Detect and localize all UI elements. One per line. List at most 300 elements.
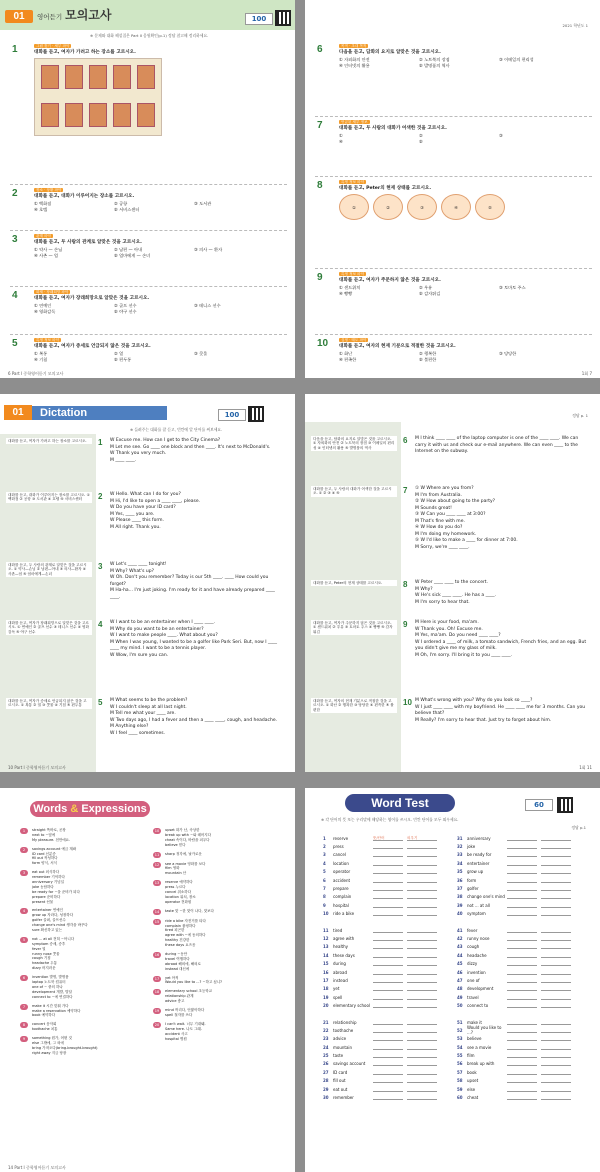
memorize-blank[interactable] [541, 1095, 571, 1100]
building-shape [41, 103, 59, 127]
page-7 [305, 0, 600, 378]
memorize-blank[interactable] [541, 986, 571, 991]
test-word: be ready for [467, 852, 492, 858]
picture-option[interactable]: ④ [441, 194, 471, 220]
answer-blank[interactable] [507, 970, 537, 975]
dialogue-line[interactable]: W I couldn't sleep at all last night. [110, 704, 187, 710]
word-test-row [323, 985, 453, 993]
memorize-blank[interactable] [541, 961, 571, 966]
item-number: 34 [457, 860, 463, 866]
answer-blank[interactable] [373, 886, 403, 891]
answer-choice[interactable]: ③ 콧물 [194, 351, 208, 357]
memorize-blank[interactable] [541, 1028, 571, 1033]
test-word: one of [467, 977, 480, 983]
answer-blank[interactable] [507, 903, 537, 908]
memorize-blank[interactable] [541, 836, 571, 841]
answer-blank[interactable] [373, 1061, 403, 1066]
answer-choice[interactable]: ② 우유 [419, 285, 433, 291]
item-number: 30 [323, 1095, 329, 1101]
memorize-blank[interactable] [407, 1070, 437, 1075]
item-number: 41 [457, 927, 463, 933]
answer-blank[interactable] [507, 894, 537, 899]
answer-blank[interactable] [507, 1020, 537, 1025]
dialogue-line[interactable]: W I just ____ ____ with my boyfriend. He ____ ____ me for 3 months. Can you believe that? [415, 704, 586, 717]
dialogue-line[interactable]: M Anything else? [110, 724, 149, 730]
dialogue-line[interactable]: M I'm from Australia. [415, 492, 462, 498]
item-number: 43 [457, 944, 463, 950]
answer-blank[interactable]: 뜻/단어 [373, 836, 403, 841]
dialogue-line[interactable]: M When I was young, I wanted to be a golfer like Park Seri. But, now I ____ ____ my mind. I want to be a tennis player. [110, 639, 277, 652]
dialogue-line[interactable]: W I want to make people ____. What about you? [110, 633, 218, 639]
answer-choice[interactable]: ② 골프 선수 [114, 303, 137, 309]
answer-blank[interactable] [373, 903, 403, 908]
answer-choice[interactable]: ④ 편족한 [339, 357, 357, 363]
qr-code-icon[interactable] [557, 797, 573, 813]
memorize-blank[interactable] [407, 986, 437, 991]
answer-choice[interactable]: ⑤ 발명품의 역사 [419, 63, 450, 69]
question-stem: 대화를 듣고, 대화가 이루어지는 장소를 고르시오. [34, 193, 135, 199]
word-group-15 [153, 919, 273, 948]
dialogue-line[interactable]: W I feel ____ sometimes. [110, 730, 166, 736]
memorize-blank[interactable] [407, 995, 437, 1000]
memorize-blank[interactable] [407, 1045, 437, 1050]
question-prompt: 대화를 듣고, 여자가 가려고 하는 장소를 고르시오. [6, 438, 92, 444]
memorize-blank[interactable] [541, 978, 571, 983]
memorize-blank[interactable] [541, 1036, 571, 1041]
memorize-blank[interactable] [407, 894, 437, 899]
test-word: make it [467, 1019, 482, 1025]
answer-blank[interactable] [373, 986, 403, 991]
word-test-row [323, 1001, 453, 1009]
answer-blank[interactable] [507, 944, 537, 949]
memorize-blank[interactable] [541, 995, 571, 1000]
item-number: 44 [457, 952, 463, 958]
dialogue-line[interactable]: M Tell me what your ____ are. [110, 711, 176, 717]
answer-blank[interactable] [507, 1003, 537, 1008]
answer-blank[interactable] [373, 878, 403, 883]
picture-option[interactable]: ⑤ [475, 194, 505, 220]
answer-blank[interactable] [373, 911, 403, 916]
answer-choice[interactable]: ⑤ 감자튀김 [419, 291, 441, 297]
answer-blank[interactable] [373, 852, 403, 857]
answer-blank[interactable] [507, 1045, 537, 1050]
page-footer: 1회 7 [581, 371, 592, 376]
answer-blank[interactable] [373, 1028, 403, 1033]
word-test-row [323, 1093, 453, 1101]
answer-blank[interactable] [373, 995, 403, 1000]
answer-choice[interactable]: ③ 의사 — 환자 [194, 247, 223, 253]
answer-blank[interactable] [507, 878, 537, 883]
item-number: 52 [457, 1027, 463, 1033]
item-number: 49 [457, 994, 463, 1000]
test-word: joke [467, 844, 476, 850]
answer-choice[interactable]: ② 행복한 [419, 351, 437, 357]
word-entry: taste 맛 ~한 맛이 나다, 맛보다 [165, 908, 214, 913]
group-number: 16 [154, 953, 160, 958]
test-word: headache [467, 952, 487, 958]
memorize-blank[interactable] [407, 1095, 437, 1100]
memorize-blank[interactable] [541, 1045, 571, 1050]
dialogue-line[interactable]: W I ordered a ____ of milk, a tomato sandwich, French fries, and an egg. But you didn't give me my glass of milk. [415, 639, 587, 652]
item-number: 47 [457, 977, 463, 983]
dialogue-line[interactable]: W Thank you very much. [110, 451, 167, 457]
answer-blank[interactable] [373, 970, 403, 975]
answer-choice[interactable]: ② 공항 [114, 201, 128, 207]
memorize-blank[interactable] [541, 911, 571, 916]
word-list [165, 862, 205, 877]
dialogue-line[interactable]: W Wow, I'm sure you can. [110, 652, 169, 658]
memorize-blank[interactable] [541, 852, 571, 857]
memorize-blank[interactable] [407, 1053, 437, 1058]
word-test-row [457, 1035, 587, 1043]
answer-choice[interactable]: ① 연예인 [34, 303, 52, 309]
answer-blank[interactable] [507, 1036, 537, 1041]
dialogue-line[interactable]: M Yes, ____ you are. [110, 511, 155, 517]
answer-blank[interactable] [507, 953, 537, 958]
question-prompt: 대화를 듣고, 여자가 증세로 언급되지 않은 것을 고르시오. ① 복통 ② 열 ③ 콧물 ④ 기침 ⑤ 편두통 [6, 698, 92, 709]
answer-choice[interactable]: ③ [499, 133, 503, 139]
dialogue-line[interactable]: M What's wrong with you? Why do you look so ____? [415, 698, 533, 703]
memorize-blank[interactable] [407, 970, 437, 975]
answer-blank[interactable] [373, 861, 403, 866]
answer-blank[interactable] [373, 1087, 403, 1092]
word-group-7 [20, 1004, 140, 1019]
answer-choice[interactable]: ④ 사촌 — 엄 [34, 253, 59, 259]
answer-choice[interactable]: ④ [339, 139, 343, 145]
memorize-blank[interactable] [541, 1078, 571, 1083]
memorize-blank[interactable] [541, 1053, 571, 1058]
word-test-row [323, 976, 453, 984]
memorize-blank[interactable] [541, 1087, 571, 1092]
item-number: 21 [323, 1019, 329, 1025]
qr-code-icon[interactable] [248, 406, 264, 422]
memorize-blank[interactable] [407, 861, 437, 866]
answer-blank[interactable] [507, 869, 537, 874]
group-number: 2 [20, 847, 28, 853]
word-test-row [323, 901, 453, 909]
word-entry: I can't wait. 너무 기대돼. [165, 1021, 206, 1026]
answer-choice[interactable]: ⑤ 편두통 [114, 357, 132, 363]
dialogue-line[interactable]: ③ W Can you ____ ____ at 3:00? [415, 512, 486, 518]
memorize-blank[interactable] [407, 1061, 437, 1066]
memorize-blank[interactable] [541, 1020, 571, 1025]
answer-choice[interactable]: ④ 영화감독 [34, 309, 56, 315]
answer-choice[interactable]: ① 백화점 [34, 201, 52, 207]
dialogue-line[interactable]: M All right. Thank you. [110, 524, 161, 530]
memorize-blank[interactable] [541, 1070, 571, 1075]
answer-blank[interactable] [373, 1078, 403, 1083]
word-test-row [457, 884, 587, 892]
memorize-blank[interactable] [407, 944, 437, 949]
question-number: 2 [98, 492, 103, 501]
memorize-blank[interactable] [407, 978, 437, 983]
answer-blank[interactable] [373, 1045, 403, 1050]
dialogue-line[interactable]: M Ha-ha... I'm just joking. I'm ready for it and have already prepared ____ ____. [110, 588, 275, 600]
answer-choice[interactable]: ① 약사 — 손님 [34, 247, 63, 253]
answer-choice[interactable]: ② 노트북의 장점 [419, 57, 450, 63]
word-entry: change one's mind 생각을 바꾸다 [32, 923, 88, 928]
question-4 [12, 290, 287, 315]
answer-choice[interactable]: ③ 토마토 주스 [499, 285, 526, 291]
memorize-blank[interactable] [407, 1078, 437, 1083]
word-list [32, 870, 80, 904]
word-entry: one of ~ 중의 하나 [32, 984, 63, 989]
dialogue-line[interactable]: W Hello. What can I do for you? [110, 492, 181, 497]
qr-code-icon[interactable] [275, 10, 291, 26]
answer-blank[interactable] [507, 1078, 537, 1083]
dialogue-line[interactable]: M Here is your food, ma'am. [415, 620, 479, 625]
memorize-blank[interactable] [407, 844, 437, 849]
memorize-blank[interactable] [407, 961, 437, 966]
memorize-blank[interactable] [407, 1028, 437, 1033]
memorize-blank[interactable] [407, 886, 437, 891]
dictation-8 [311, 580, 596, 605]
dialogue-line[interactable]: ① W Where are you from? [415, 486, 474, 491]
memorize-blank[interactable] [541, 894, 571, 899]
status-pictures [339, 194, 592, 220]
test-word: runny nose [467, 935, 490, 941]
dialogue-line[interactable]: M Sorry, we're ____ ____. [415, 544, 470, 550]
answer-blank[interactable] [373, 928, 403, 933]
dialogue-line[interactable]: ④ W How do you do? [415, 525, 463, 531]
answer-blank[interactable] [373, 844, 403, 849]
dialogue-line[interactable]: M Why do you want to be an entertainer? [110, 626, 204, 632]
dialogue-line[interactable]: M Sounds great! [415, 505, 452, 511]
answer-choice[interactable]: ⑤ 야구 선수 [114, 309, 137, 315]
dialogue-line[interactable]: W Do you have your ID card? [110, 505, 176, 511]
item-number: 8 [323, 894, 326, 900]
memorize-blank[interactable] [541, 844, 571, 849]
word-group-2 [20, 847, 140, 867]
dialogue-line[interactable]: W Let's ____ ____ tonight! [110, 562, 167, 567]
answer-blank[interactable] [373, 1020, 403, 1025]
building-shape [41, 65, 59, 89]
memorize-blank[interactable] [407, 953, 437, 958]
dialogue-line[interactable]: M Yes, ma'am. Do you need ____ ____? [415, 633, 501, 639]
dialogue-line[interactable]: W Thank you. Oh! Excuse me. [415, 626, 483, 632]
answer-choice[interactable]: ① 자외화의 안전 [339, 57, 370, 63]
test-word: development [467, 986, 494, 992]
answer-choice[interactable]: ③ 이메일의 편리성 [499, 57, 534, 63]
word-entry: straight 똑바로, 곧장 [32, 828, 66, 832]
memorize-blank[interactable] [407, 869, 437, 874]
dialogue-line[interactable]: M Oh, I'm sorry. I'll bring it to you ____ ____. [415, 652, 513, 658]
word-entry: else 그밖에, 그 외에 [32, 1040, 64, 1045]
page-11 [305, 394, 600, 772]
word-list [165, 852, 202, 858]
answer-blank[interactable] [507, 836, 537, 841]
memorize-blank[interactable]: 외우기 [407, 836, 437, 841]
word-test-row [323, 1085, 453, 1093]
dialogue-line[interactable]: M Really? I'm sorry to hear that. Just try to forget about him. [415, 717, 552, 723]
dialogue-line[interactable]: W He's sick ____ ____. He has a ____. [415, 593, 497, 599]
word-test-row [323, 1026, 453, 1034]
picture-option[interactable]: ③ [407, 194, 437, 220]
word-entry: entertainer 연예인 [32, 908, 63, 913]
answer-blank[interactable] [373, 1003, 403, 1008]
answer-choice[interactable]: ③ 테니스 선수 [194, 303, 221, 309]
memorize-blank[interactable] [407, 852, 437, 857]
dialogue-line[interactable]: M What seems to be the problem? [110, 698, 188, 703]
answer-choice[interactable]: ③ 도서관 [194, 201, 212, 207]
word-group-16 [153, 952, 273, 972]
word-test-row [457, 842, 587, 850]
memorize-blank[interactable] [541, 869, 571, 874]
dialogue-line[interactable]: M That's fine with me. [415, 518, 465, 524]
answer-blank[interactable] [373, 1070, 403, 1075]
memorize-blank[interactable] [407, 878, 437, 883]
dialogue-line[interactable]: W I want to be an entertainer when I ____ ____. [110, 620, 216, 625]
answer-blank[interactable] [373, 894, 403, 899]
dialogue-line[interactable]: M Why? [415, 586, 433, 592]
word-test-row [457, 976, 587, 984]
dialogue-line[interactable]: ② W How about going to the party? [415, 499, 496, 505]
answer-choice[interactable]: ① [339, 133, 343, 139]
memorize-blank[interactable] [407, 911, 437, 916]
memorize-blank[interactable] [541, 861, 571, 866]
word-entry: instead 대신에 [165, 966, 190, 971]
word-test-row [457, 859, 587, 867]
memorize-blank[interactable] [541, 903, 571, 908]
item-number: 55 [457, 1053, 463, 1059]
answer-blank[interactable] [507, 886, 537, 891]
test-word: toothache [333, 1027, 354, 1033]
dialogue-line[interactable]: W Two days ago, I had a fever and then a ____ ____, cough, and headache. [110, 717, 278, 723]
answer-blank[interactable] [373, 978, 403, 983]
answer-blank[interactable] [507, 928, 537, 933]
group-number: 18 [154, 990, 160, 995]
test-word: form [467, 877, 477, 883]
dialogue-line[interactable]: W Excuse me. How can I get to the City Cinema? [110, 438, 221, 443]
answer-blank[interactable] [373, 1095, 403, 1100]
word-group-9 [20, 1036, 140, 1056]
answer-blank[interactable] [507, 986, 537, 991]
answer-choice[interactable]: ① 복통 [34, 351, 48, 357]
dialogue-line[interactable]: W Oh. Don't you remember? Today is our 5th ____. ____ How could you forget? [110, 575, 269, 587]
item-number: 14 [323, 952, 329, 958]
answer-blank[interactable] [507, 978, 537, 983]
dialogue-line[interactable]: M Why? What's up? [110, 568, 155, 574]
answer-choice[interactable]: ⑤ 서비스센터 [114, 207, 140, 213]
dialogue-line[interactable]: W Please ____ this form. [110, 518, 164, 524]
word-list [32, 937, 74, 971]
memorize-blank[interactable] [407, 936, 437, 941]
answer-blank[interactable] [507, 1087, 537, 1092]
question-prompt: 대화를 듣고, 두 사람의 대화가 어색한 것을 고르시오. ① ② ③ ④ ⑤ [311, 486, 397, 497]
answer-blank[interactable] [507, 1028, 537, 1033]
group-number: 20 [154, 1022, 160, 1027]
memorize-blank[interactable] [407, 1020, 437, 1025]
answer-choice[interactable]: ② 남편 — 아내 [114, 247, 143, 253]
dialogue-line[interactable]: M I'm doing my homework. [415, 531, 477, 537]
item-number: 24 [323, 1044, 329, 1050]
answer-choice[interactable]: ⑤ [419, 139, 423, 145]
answer-blank[interactable] [507, 852, 537, 857]
answer-blank[interactable] [507, 961, 537, 966]
memorize-blank[interactable] [541, 878, 571, 883]
dialogue-line[interactable]: M ____ ____. [110, 457, 137, 463]
test-word: grow up [467, 869, 484, 875]
memorize-blank[interactable] [541, 1061, 571, 1066]
dialogue-line[interactable]: M Let me see. Go ____ one block and then ____. It's next to McDonald's. [110, 444, 271, 450]
answer-blank[interactable] [373, 953, 403, 958]
word-entry: advice 충고 [165, 999, 185, 1004]
answer-blank[interactable] [373, 1036, 403, 1041]
answer-blank[interactable] [507, 861, 537, 866]
memorize-blank[interactable] [541, 928, 571, 933]
picture-option[interactable]: ② [373, 194, 403, 220]
answer-blank[interactable] [373, 936, 403, 941]
answer-choice[interactable]: ④ 기침 [34, 357, 48, 363]
answer-choice[interactable]: ③ 당당한 [499, 351, 517, 357]
answer-blank[interactable] [507, 1095, 537, 1100]
dialogue-line[interactable]: ⑤ W I'd like to make a ____ for dinner at 7:00. [415, 538, 518, 544]
dictation-lines [110, 438, 282, 464]
answer-choice[interactable]: ④ 빵빵 [339, 291, 353, 297]
memorize-blank[interactable] [407, 928, 437, 933]
answer-choice[interactable]: ⑤ 불편한 [419, 357, 437, 363]
answer-blank[interactable] [507, 1053, 537, 1058]
answer-blank[interactable] [373, 944, 403, 949]
answer-blank[interactable] [373, 869, 403, 874]
answer-choice[interactable]: ② [419, 133, 423, 139]
item-number: 48 [457, 986, 463, 992]
dialogue-line[interactable]: M I think ____ ____ of the laptop computer is one of the ____ ____. We can carry it with us and check our e-mail anywhere. We can even ____ to the Internet on the subway. [415, 436, 579, 455]
answer-blank[interactable] [373, 961, 403, 966]
memorize-blank[interactable] [407, 1087, 437, 1092]
memorize-blank[interactable] [541, 953, 571, 958]
memorize-blank[interactable] [541, 944, 571, 949]
word-entry: eat out 외식하다 [32, 870, 60, 875]
memorize-blank[interactable] [541, 936, 571, 941]
answer-blank[interactable] [507, 844, 537, 849]
answer-choice[interactable]: ① 화난 [339, 351, 353, 357]
dialogue-line[interactable]: W Peter ____ ____ to the concert. [415, 580, 489, 585]
word-entry: break up with ~와 헤어지다 [165, 832, 212, 837]
answer-blank[interactable] [507, 1070, 537, 1075]
answer-blank[interactable] [507, 936, 537, 941]
page-footer: 1회 11 [579, 765, 592, 770]
memorize-blank[interactable] [407, 1003, 437, 1008]
answer-choice[interactable]: ④ 호텔 [34, 207, 48, 213]
word-test-row [457, 868, 587, 876]
answer-choice[interactable]: ① 샌드위치 [339, 285, 361, 291]
memorize-blank[interactable] [541, 886, 571, 891]
answer-blank[interactable] [507, 995, 537, 1000]
dictation-5 [6, 698, 291, 736]
memorize-blank[interactable] [407, 1036, 437, 1041]
word-test-row [457, 1093, 587, 1101]
divider [315, 176, 592, 177]
word-list [32, 908, 88, 932]
answer-blank[interactable] [373, 1053, 403, 1058]
dialogue-line[interactable]: M I'm sorry to hear that. [415, 599, 470, 605]
question-number: 3 [98, 562, 103, 571]
answer-choice[interactable]: ② 열 [114, 351, 124, 357]
answer-choice[interactable]: ⑤ 엄마에게 — 손녀 [114, 253, 151, 259]
memorize-blank[interactable] [541, 970, 571, 975]
dialogue-line[interactable]: M Hi, I'd like to open a ____ ____, please. [110, 498, 201, 504]
picture-option[interactable]: ① [339, 194, 369, 220]
answer-choice[interactable]: ④ 인터넷의 활용 [339, 63, 370, 69]
answer-blank[interactable] [507, 1061, 537, 1066]
memorize-blank[interactable] [407, 903, 437, 908]
answer-blank[interactable] [507, 911, 537, 916]
memorize-blank[interactable] [541, 1003, 571, 1008]
page-title: Words & Expressions [30, 801, 150, 817]
building-shape [65, 65, 83, 89]
running-header: 정답 p. 1 [572, 413, 588, 418]
